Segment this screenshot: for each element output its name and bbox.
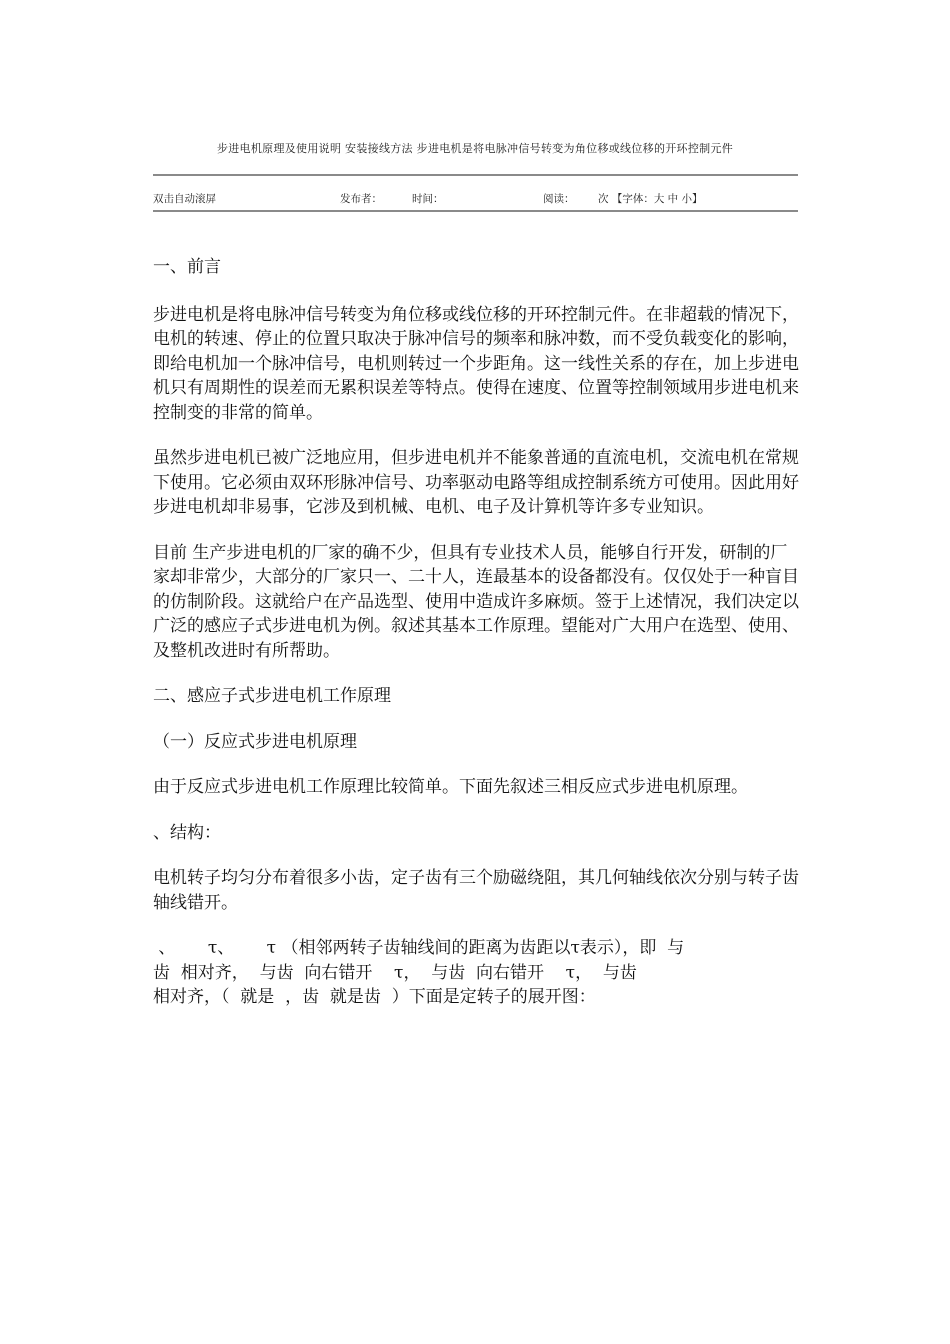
paragraph: 步进电机是将电脉冲信号转变为角位移或线位移的开环控制元件。在非超载的情况下，电机的转速、停止的位置只取决于脉冲信号的频率和脉冲数，而不受负载变化的影响，即给电机加一个脉冲信号，电机则转过一个步距角。这一线性关系的存在，加上步进电机只有周期性的误差而无累积误差等特点。使得在速度、位置等控制领域用步进电机来控制变的非常的简单。 [153,304,799,423]
paragraph: 由于反应式步进电机工作原理比较简单。下面先叙述三相反应式步进电机原理。 [153,777,748,797]
publisher-label: 发布者： [340,193,382,205]
header-bottom-rule [153,210,798,212]
reference-line: 相对齐，（ 就是 ，齿 就是齿 ）下面是定转子的展开图： [153,987,596,1007]
time-label: 时间： [412,193,444,205]
reads-label: 阅读： [543,193,575,205]
auto-scroll-link[interactable]: 双击自动滚屏 [153,193,216,205]
structure-heading: 、结构： [153,822,221,843]
page-title: 步进电机原理及使用说明 安装接线方法 步进电机是将电脉冲信号转变为角位移或线位移的开环控制元件 [216,142,734,155]
article-body [153,255,801,1010]
reference-line: 、 τ、 τ （相邻两转子齿轴线间的距离为齿距以τ表示），即 与 [153,938,685,958]
paragraph: 电机转子均匀分布着很多小齿，定子齿有三个励磁绕阻，其几何轴线依次分别与转子齿轴线错开。 [153,868,799,913]
section-heading-foreword: 一、前言 [153,257,221,277]
section-heading-principle: 二、感应子式步进电机工作原理 [153,686,391,706]
subsection-heading: （一）反应式步进电机原理 [153,731,357,752]
paragraph: 目前 生产步进电机的厂家的确不少，但具有专业技术人员，能够自行开发，研制的厂家却非常少，大部分的厂家只一、二十人，连最基本的设备都没有。仅仅处于一种盲目的仿制阶段。这就给户在产品选型、使用中造成许多麻烦。签于上述情况，我们决定以广泛的感应子式步进电机为例。叙述其基本工作原理。望能对广大用户在选型、使用、及整机改进时有所帮助。 [153,542,799,661]
font-size-selector[interactable]: 次 【字体：大 中 小】 [598,193,703,205]
reference-line: 齿 相对齐， 与齿 向右错开 τ， 与齿 向右错开 τ， 与齿 [153,962,637,983]
paragraph: 虽然步进电机已被广泛地应用，但步进电机并不能象普通的直流电机，交流电机在常规下使用。它必须由双环形脉冲信号、功率驱动电路等组成控制系统方可使用。因此用好步进电机却非易事，它涉及到机械、电机、电子及计算机等许多专业知识。 [153,448,799,517]
header-top-rule [153,174,798,176]
